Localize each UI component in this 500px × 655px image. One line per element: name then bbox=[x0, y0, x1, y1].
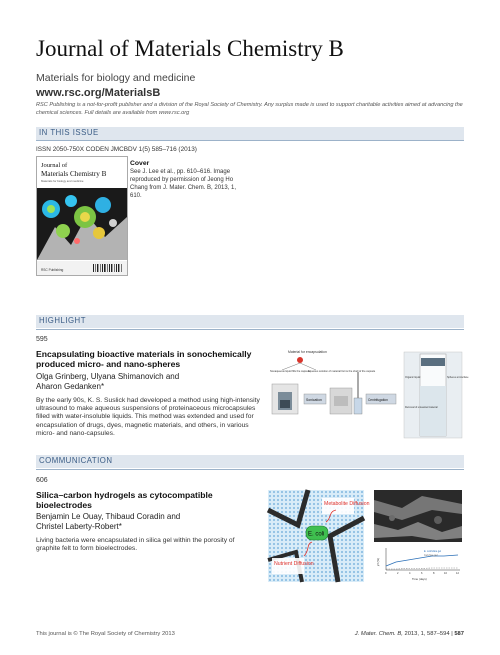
in-this-issue-label: IN THIS ISSUE bbox=[39, 128, 99, 137]
communication-schematic bbox=[268, 490, 370, 582]
cover-caption-text: See J. Lee et al., pp. 610–616. Image reproduced by permission of Jeong Ho Chang from J. Mater. Chem. B, 2013, 1, 610. bbox=[130, 169, 237, 199]
highlight-bar bbox=[36, 315, 464, 328]
cover-journal-sub: Materials for biology and medicine bbox=[41, 179, 84, 183]
footer-page-number: 587 bbox=[454, 631, 464, 637]
fig-sonication-label: Sonication bbox=[306, 398, 322, 402]
footer-copyright: This journal is © The Royal Society of Chemistry 2013 bbox=[36, 631, 175, 637]
in-this-issue-bar bbox=[36, 127, 464, 140]
highlight-process-diagram bbox=[268, 348, 469, 440]
footer-citation bbox=[340, 631, 464, 637]
fig-material-label: Material for encapsulation bbox=[288, 350, 327, 354]
chart-xlabel: Time (days) bbox=[412, 577, 427, 581]
communication-label: COMMUNICATION bbox=[39, 456, 113, 465]
communication-authors: Benjamin Le Ouay, Thibaud Coradin and Christel Laberty-Robert* bbox=[36, 512, 181, 531]
highlight-authors: Olga Grinberg, Ulyana Shimanovich and Aharon Gedanken* bbox=[36, 372, 180, 391]
footer-journal-abbrev: J. Mater. Chem. B, bbox=[354, 631, 403, 637]
fig-metabolite-label: Metabolite Diffusion bbox=[324, 501, 370, 507]
cover-illustration bbox=[37, 157, 127, 275]
highlight-label: HIGHLIGHT bbox=[39, 316, 86, 325]
communication-abstract: Living bacteria were encapsulated in silica gel within the porosity of graphite felt to form bioelectrodes. bbox=[36, 537, 235, 553]
communication-page-number[interactable]: 606 bbox=[36, 477, 48, 484]
highlight-page-number[interactable]: 595 bbox=[36, 336, 48, 343]
bioelectrode-schematic bbox=[268, 490, 370, 582]
chart-x-tick: 8 bbox=[433, 572, 435, 575]
chart-x-tick: 2 bbox=[397, 572, 399, 575]
fig-organic-label: Organic liquid bbox=[405, 376, 421, 379]
chart-x-tick: 0 bbox=[385, 572, 387, 575]
communication-chart-panel bbox=[372, 490, 464, 582]
chart-x-tick: 6 bbox=[421, 572, 423, 575]
communication-rule bbox=[36, 469, 464, 470]
highlight-abstract: By the early 90s, K. S. Suslick had developed a method using high-intensity ultrasound to make aqueous suspensions of proteinaceous microcapsules filled with water-insoluble liquids. This method was extended and used for encapsulation of drugs, dyes, magnetic materials, and others, in various micro- and nano-capsules. bbox=[36, 397, 260, 437]
journal-subtitle: Materials for biology and medicine bbox=[36, 72, 196, 84]
chart-x-tick: 4 bbox=[409, 572, 411, 575]
cover-journal-line2: Materials Chemistry B bbox=[41, 170, 107, 178]
highlight-article-title[interactable]: Encapsulating bioactive materials in sonochemically produced micro- and nano-spheres bbox=[36, 349, 252, 369]
cover-caption-label: Cover bbox=[130, 160, 150, 167]
fig-aqueous-label: Aqueous solution of material forms the shell of the capsule bbox=[308, 370, 376, 373]
publisher-note: RSC Publishing is a not-for-profit publisher and a division of the Royal Society of Chemistry. Any surplus made is used to support charitable activities aimed at advancing the chemical sciences. Full details are available from www.rsc.org bbox=[36, 102, 463, 116]
cover-journal-line1: Journal of bbox=[41, 162, 68, 169]
fig-remove-label: Removal of unreacted material bbox=[405, 406, 438, 409]
journal-title: Journal of Materials Chemistry B bbox=[36, 36, 344, 61]
communication-bar bbox=[36, 455, 464, 468]
issn-line: ISSN 2050-750X CODEN JMCBDV 1(5) 585–716 (2013) bbox=[36, 146, 197, 153]
communication-micrograph-and-chart bbox=[372, 490, 464, 582]
journal-url[interactable]: www.rsc.org/MaterialsB bbox=[36, 87, 161, 99]
fig-nonaqueous-label: Nonaqueous liquid fills the capsule bbox=[270, 370, 310, 373]
chart-legend-1: E. coli/silica gel bbox=[424, 550, 442, 553]
highlight-figure bbox=[268, 348, 469, 440]
cover-caption bbox=[130, 160, 240, 200]
fig-centrifugation-label: Centrifugation bbox=[368, 398, 388, 402]
section-rule bbox=[36, 140, 464, 141]
cover-publisher-mark: RSC Publishing bbox=[41, 268, 64, 272]
fig-spheres-label: Spheres at interface bbox=[447, 376, 469, 379]
chart-x-tick: 10 bbox=[444, 572, 447, 575]
fig-ecoli-label: E. coli bbox=[308, 531, 325, 538]
cover-image[interactable] bbox=[36, 156, 128, 276]
chart-ylabel: j/J (%) bbox=[376, 558, 380, 566]
footer-citation-rest: 2013, 1, 587–594 | bbox=[402, 631, 455, 637]
chart-x-tick: 12 bbox=[456, 572, 459, 575]
communication-article-title[interactable]: Silica–carbon hydrogels as cytocompatible bioelectrodes bbox=[36, 490, 213, 510]
highlight-rule bbox=[36, 329, 464, 330]
chart-legend-2: Cell-free gel bbox=[424, 554, 438, 557]
fig-nutrient-label: Nutrient Diffusion bbox=[274, 561, 314, 567]
